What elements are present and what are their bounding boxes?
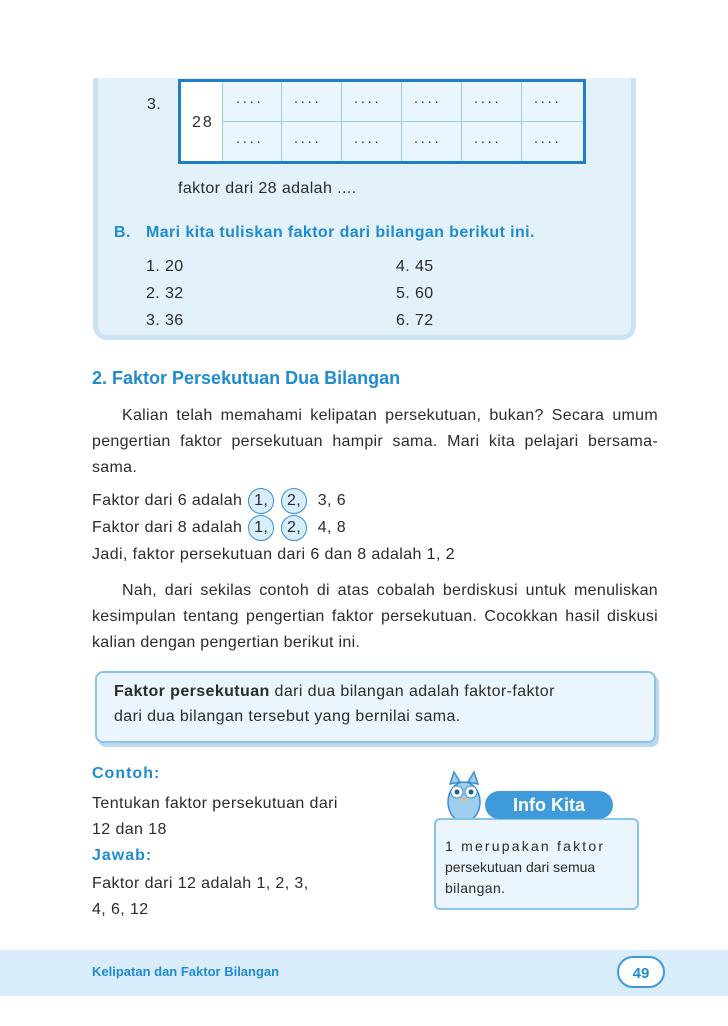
list-item: 4. 45	[396, 258, 434, 275]
blank-cell: ....	[294, 130, 322, 146]
question-line-2: 12 dan 18	[92, 821, 167, 838]
factor-line-prefix: Faktor dari 6 adalah	[92, 492, 248, 509]
circled-factor: 1,	[248, 488, 274, 514]
definition-line-1	[114, 683, 555, 701]
circled-factor: 1,	[248, 515, 274, 541]
table-divider	[461, 82, 462, 161]
blank-cell: ....	[534, 90, 562, 106]
answer-line-1: Faktor dari 12 adalah 1, 2, 3,	[92, 875, 309, 892]
page-number: 49	[617, 956, 665, 988]
blank-cell: ....	[474, 90, 502, 106]
section-heading: 2. Faktor Persekutuan Dua Bilangan	[92, 368, 401, 388]
circled-factor: 2,	[281, 515, 307, 541]
table-divider	[223, 121, 583, 122]
table-divider	[281, 82, 282, 161]
intro-paragraph: Kalian telah memahami kelipatan persekutuan, bukan? Secara umum pengertian faktor persekutuan hampir sama. Mari kita pelajari bersama-sama.	[92, 407, 658, 476]
chapter-title: Kelipatan dan Faktor Bilangan	[92, 964, 280, 979]
factor-table	[178, 79, 586, 164]
list-item: 3. 36	[146, 312, 184, 329]
question-line-1: Tentukan faktor persekutuan dari	[92, 795, 338, 812]
factor-line-8	[92, 515, 346, 541]
blank-cell: ....	[414, 90, 442, 106]
exercise-title: Mari kita tuliskan faktor dari bilangan berikut ini.	[146, 224, 535, 241]
factor-line-6	[92, 488, 346, 514]
blank-cell: ....	[354, 90, 382, 106]
list-item: 6. 72	[396, 312, 434, 329]
discussion-paragraph: Nah, dari sekilas contoh di atas cobalah berdiskusi untuk menuliskan kesimpulan tentang pengertian faktor persekutuan. Cocokkan hasil diskusi kalian dengan pengertian berikut ini.	[92, 582, 658, 651]
blank-cell: ....	[474, 130, 502, 146]
definition-term: Faktor persekutuan	[114, 683, 270, 700]
info-title: Info Kita	[485, 791, 613, 819]
table-number-cell	[181, 82, 223, 161]
blank-cell: ....	[236, 90, 264, 106]
factor-line-rest: 4, 8	[317, 519, 347, 536]
blank-cell: ....	[414, 130, 442, 146]
conclusion-line: Jadi, faktor persekutuan dari 6 dan 8 adalah 1, 2	[92, 546, 455, 563]
jawab-label: Jawab:	[92, 847, 153, 864]
table-divider	[341, 82, 342, 161]
info-line-3: bilangan.	[445, 880, 506, 896]
table-number: 28	[192, 114, 214, 131]
answer-line-2: 4, 6, 12	[92, 901, 149, 918]
blank-cell: ....	[354, 130, 382, 146]
factor-line-rest: 3, 6	[317, 492, 347, 509]
definition-text: dari dua bilangan adalah faktor-faktor	[269, 683, 555, 700]
table-caption: faktor dari 28 adalah ....	[178, 180, 357, 197]
item-number: 3.	[147, 96, 162, 113]
list-item: 1. 20	[146, 258, 184, 275]
blank-cell: ....	[294, 90, 322, 106]
circled-factor: 2,	[281, 488, 307, 514]
factor-line-prefix: Faktor dari 8 adalah	[92, 519, 248, 536]
definition-box	[95, 671, 656, 743]
blank-cell: ....	[236, 130, 264, 146]
contoh-label: Contoh:	[92, 765, 161, 782]
blank-cell: ....	[534, 130, 562, 146]
info-line-2: persekutuan dari semua	[445, 859, 596, 875]
table-divider	[401, 82, 402, 161]
table-divider	[521, 82, 522, 161]
definition-line-2: dari dua bilangan tersebut yang bernilai sama.	[114, 708, 461, 725]
exercise-letter: B.	[114, 224, 131, 241]
list-item: 2. 32	[146, 285, 184, 302]
list-item: 5. 60	[396, 285, 434, 302]
info-line-1: 1 merupakan faktor	[445, 838, 606, 854]
